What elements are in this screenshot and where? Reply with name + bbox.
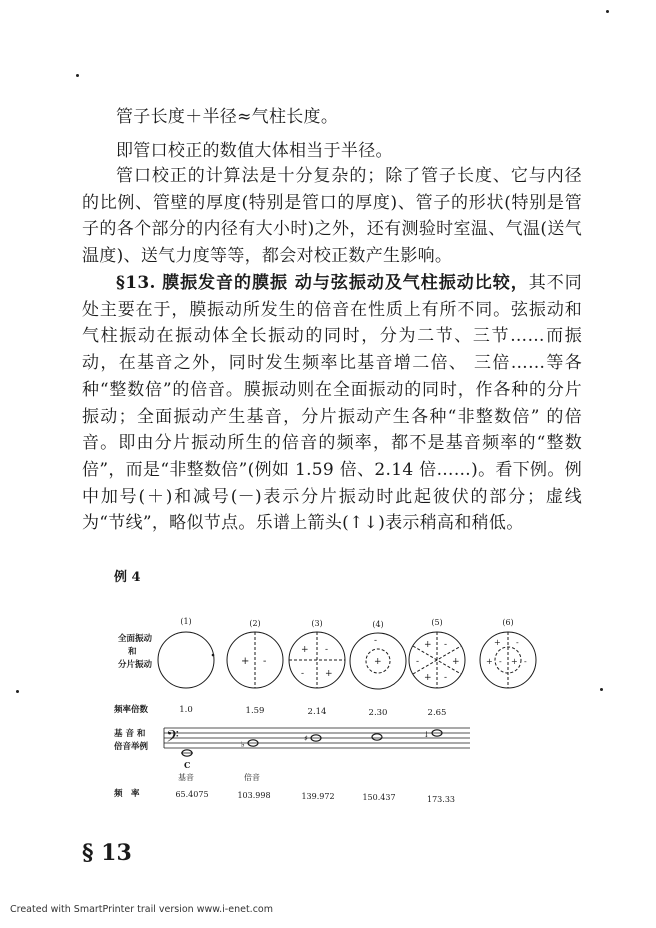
row-label-vibration-3: 分片振动 [118,660,153,670]
row-label-vibration-2: 和 [128,647,137,657]
frequency-1: 65.4075 [175,790,209,799]
watermark-text: Created with SmartPrinter trail version www.i-enet.com [10,904,273,915]
mode-diagram-5 [409,632,465,688]
frequency-5: 173.33 [427,795,455,804]
svg-text:+: + [374,657,382,667]
paragraph-section-13 [82,270,582,537]
svg-text:-: - [325,645,329,655]
svg-text:+: + [325,669,333,679]
ratio-3: 2.14 [307,707,327,717]
mode-number-2: (2) [249,619,261,628]
mode-diagram-1 [158,632,214,688]
mode-diagram-4 [350,633,406,689]
mode-number-3: (3) [311,619,323,628]
svg-text:+: + [241,656,250,667]
mode-number-1: (1) [180,617,192,626]
section-13-label: §13. [116,273,156,293]
mode-number-6: (6) [502,618,514,627]
row-label-notes-1: 基 音 和 [114,729,146,739]
svg-text:♯: ♯ [304,734,308,743]
svg-text:-: - [516,638,519,647]
mode-diagram-6 [480,632,536,688]
ratio-2: 1.59 [245,706,265,716]
ratio-1: 1.0 [179,705,193,715]
row-label-ratio: 频率倍数 [114,705,149,715]
mode-number-4: (4) [372,620,384,629]
svg-text:-: - [524,657,527,666]
svg-text:-: - [374,636,378,646]
section-13-text: 其不同处主要在于，膜振动所发生的倍音在性质上有所不同。弦振动和气柱振动在振动体全长振动的同时，分为二节、三节……而振动，在基音之外，同时发生频率比基音增二倍、 三倍……等各种“整数倍”的倍音。膜振动则在全面振动的同时，作各种的分片振动；全面振动产生基音，分片振动产生各种“非整数倍” 的倍音。即由分片振动所生的倍音的频率，都不是基音频率的“整数倍”，而是“非整数倍”(例如 1.59 倍、2.14 倍……)。看下例。例中加号(＋)和减号(－)表示分片振动时此起彼伏的部分；虚线为“节线”，略似节点。乐谱上箭头(↑↓)表示稍高和稍低。 [82,273,583,534]
mode-number-5: (5) [431,618,443,627]
svg-text:+: + [424,640,432,650]
svg-text:-: - [499,657,502,666]
svg-text:+: + [452,657,460,667]
ratio-4: 2.30 [368,708,388,718]
section-13-bold-lead: 膜振发音的膜振 动与弦振动及气柱振动比较， [162,273,529,293]
paragraph-end-correction: 即管口校正的数值大体相当于半径。 [116,141,393,161]
row-label-notes-2: 倍音举例 [114,742,149,752]
note-label-overtone: 倍音 [244,773,260,782]
svg-text:+: + [301,645,309,655]
svg-text:-: - [301,669,305,679]
paragraph-tube-length: 管子长度＋半径≈气柱长度。 [116,107,339,127]
row-label-vibration-1: 全面振动 [118,634,153,644]
frequency-3: 139.972 [301,792,335,801]
frequency-2: 103.998 [237,791,271,800]
svg-text:-: - [444,640,448,650]
frequency-4: 150.437 [362,793,396,802]
svg-text:+: + [511,657,518,666]
scan-speck [76,74,79,77]
section-footer-heading: § 13 [82,840,132,866]
ratio-5: 2.65 [427,708,447,718]
note-label-fundamental: 基音 [178,773,194,782]
svg-text:-: - [444,673,448,683]
svg-text:-: - [416,657,420,667]
svg-text:-: - [263,656,267,667]
bass-clef-icon: 𝄢 [166,726,179,750]
svg-text:↓: ↓ [423,730,430,739]
example-label: 例 4 [114,570,141,585]
note-name-c: C [184,760,191,770]
svg-text:+: + [486,657,493,666]
mode-diagram-2 [227,632,283,688]
svg-text:♭: ♭ [241,740,245,749]
paragraph-calculation: 管口校正的计算法是十分复杂的；除了管子长度、它与内径的比例、管壁的厚度(特别是管口的厚度)、管子的形状(特别是管子的各个部分的内径有大小时)之外，还有测验时室温、气温(送气温度)、送气力度等等，都会对校正数产生影响。 [82,166,582,267]
row-label-frequency: 频 率 [114,789,140,799]
svg-text:+: + [494,638,501,647]
svg-text:+: + [424,673,432,683]
scan-speck [606,10,609,13]
membrane-vibration-figure [0,600,656,820]
mode-diagram-3 [289,632,345,688]
